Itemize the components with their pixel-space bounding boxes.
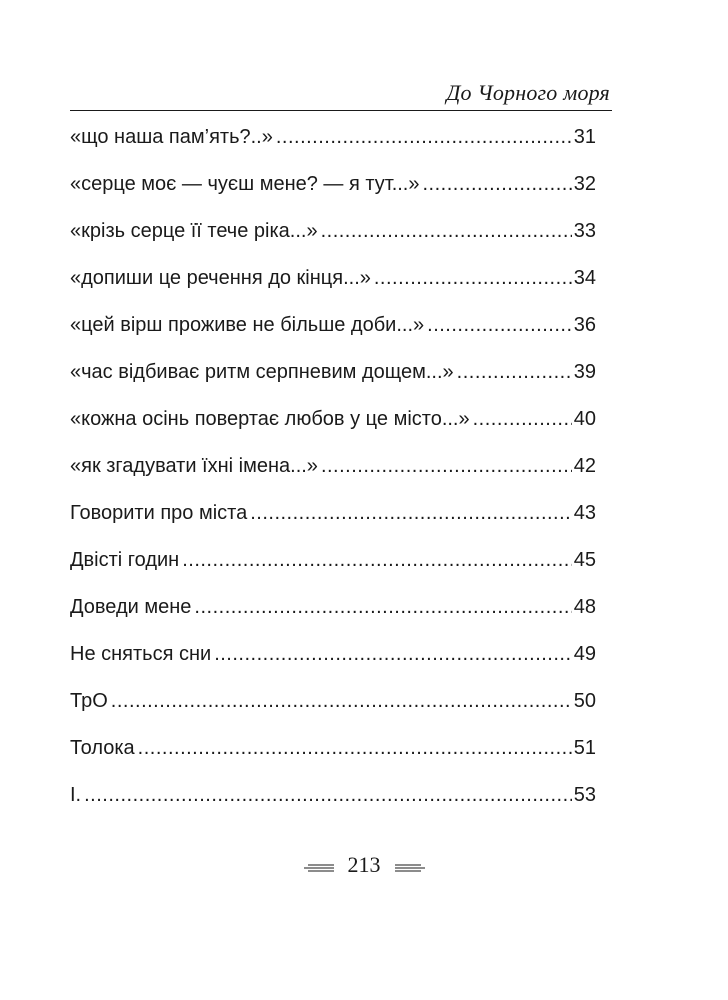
- toc-entry-page: 43: [573, 502, 596, 524]
- toc-entry-page: 39: [573, 361, 596, 383]
- toc-entry-title: «час відбиває ритм серпневим дощем...»: [70, 361, 454, 383]
- toc-entry: [70, 361, 596, 408]
- toc-dot-leader: [182, 549, 572, 572]
- toc-entry-title: «що наша пам’ять?..»: [70, 126, 273, 148]
- toc-entry: [70, 455, 596, 502]
- toc-entry: [70, 737, 596, 784]
- toc-entry-title: «крізь серце її тече ріка...»: [70, 220, 318, 242]
- toc-dot-leader: [276, 126, 572, 149]
- toc-entry: [70, 643, 596, 690]
- running-head: До Чорного моря: [446, 80, 610, 105]
- toc-dot-leader: [374, 267, 572, 290]
- toc-dot-leader: [111, 690, 572, 713]
- toc-entry: [70, 784, 596, 831]
- toc-entry-title: «кожна осінь повертає любов у це місто...»: [70, 408, 470, 430]
- toc-entry-page: 51: [573, 737, 596, 759]
- folio: [0, 852, 728, 878]
- toc-dot-leader: [321, 220, 572, 243]
- toc-entry: [70, 173, 596, 220]
- toc-dot-leader: [422, 173, 571, 196]
- toc-entry: [70, 502, 596, 549]
- header-rule: [70, 110, 612, 111]
- toc-entry: [70, 596, 596, 643]
- toc-dot-leader: [194, 596, 571, 619]
- toc-dot-leader: [427, 314, 572, 337]
- toc-entry-page: 45: [573, 549, 596, 571]
- toc-entry: [70, 220, 596, 267]
- toc-entry-page: 49: [573, 643, 596, 665]
- toc-entry: [70, 267, 596, 314]
- toc-entry-title: «цей вірш проживе не більше доби...»: [70, 314, 425, 336]
- toc-entry-title: Двісті годин: [70, 549, 180, 571]
- toc-entry-title: І.: [70, 784, 82, 806]
- toc-entry-page: 50: [573, 690, 596, 712]
- toc-dot-leader: [457, 361, 572, 384]
- toc-entry-title: Толока: [70, 737, 135, 759]
- toc-dot-leader: [321, 455, 572, 478]
- toc-dot-leader: [250, 502, 572, 525]
- toc-dot-leader: [214, 643, 572, 666]
- toc-entry-page: 34: [573, 267, 596, 289]
- toc-entry: [70, 126, 596, 173]
- toc-entry-page: 48: [573, 596, 596, 618]
- toc-dot-leader: [138, 737, 572, 760]
- toc-dot-leader: [84, 784, 572, 807]
- toc-entry-title: Доведи мене: [70, 596, 192, 618]
- toc-entry-page: 53: [573, 784, 596, 806]
- page-number: 213: [347, 852, 381, 877]
- toc-entry-title: «допиши це речення до кінця...»: [70, 267, 371, 289]
- toc-entry-page: 36: [573, 314, 596, 336]
- toc-entry: [70, 408, 596, 455]
- toc-entry-title: Говорити про міста: [70, 502, 248, 524]
- table-of-contents: [70, 126, 596, 831]
- toc-entry-page: 40: [573, 408, 596, 430]
- toc-entry-title: Не сняться сни: [70, 643, 212, 665]
- toc-entry: [70, 549, 596, 596]
- toc-entry-page: 32: [573, 173, 596, 195]
- folio-rule-ornament-right-icon: [395, 860, 425, 870]
- toc-entry: [70, 314, 596, 361]
- toc-entry-title: ТрО: [70, 690, 108, 712]
- toc-entry-title: «як згадувати їхні імена...»: [70, 455, 318, 477]
- toc-entry-page: 42: [573, 455, 596, 477]
- toc-entry-page: 33: [573, 220, 596, 242]
- folio-rule-ornament-left-icon: [304, 860, 334, 870]
- toc-dot-leader: [473, 408, 572, 431]
- toc-entry-page: 31: [573, 126, 596, 148]
- toc-entry-title: «серце моє — чуєш мене? — я тут...»: [70, 173, 420, 195]
- toc-entry: [70, 690, 596, 737]
